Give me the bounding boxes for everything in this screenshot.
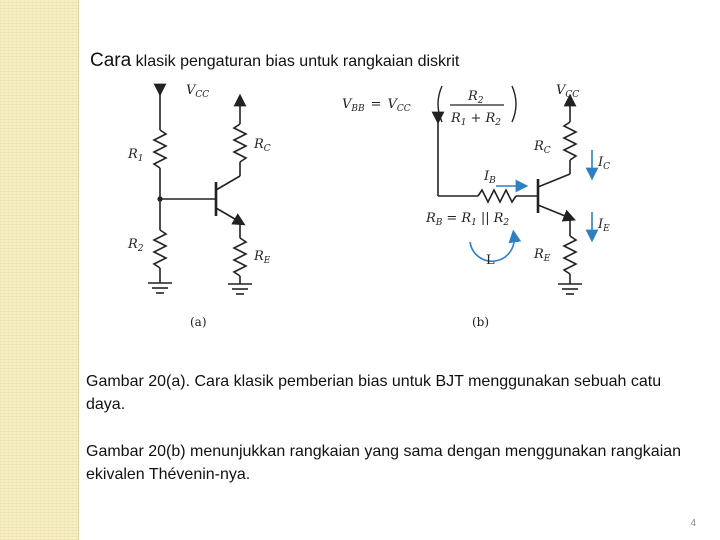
circuit-a (148, 90, 252, 294)
ic-sub: C (603, 162, 611, 172)
rb-r1-label: R (461, 211, 472, 226)
circuit-a-r1-label: R (128, 147, 138, 162)
ib-label: I (484, 169, 490, 184)
svg-text:R1+R2 (450, 111, 501, 128)
fraction-numerator-sub: 2 (477, 96, 484, 106)
caption-figure-20b: Gambar 20(b) menunjukkan rangkaian yang sama dengan menggunakan rangkaian ekivalen Thévenin-nya. (86, 443, 682, 483)
fraction-numerator: R (468, 89, 478, 104)
vbb-sub: BB (351, 104, 365, 114)
fraction-den-r2: R (485, 111, 496, 126)
rb-r2-sub: 2 (503, 218, 510, 228)
svg-text:RE (533, 247, 551, 264)
svg-text:IC (597, 155, 610, 172)
circuit-a-re-sub: E (263, 256, 271, 266)
fraction-den-r1-sub: 1 (460, 118, 467, 128)
vbb-vcc-sub: CC (396, 104, 411, 114)
svg-text:R1 (127, 147, 144, 164)
page-number: 4 (690, 518, 696, 529)
vbb-vcc-label: V (387, 97, 397, 112)
ie-sub: E (603, 224, 610, 234)
circuit-a-r2-label: R (128, 237, 138, 252)
vbb-label: V (342, 97, 352, 112)
svg-text:RE (253, 249, 271, 266)
svg-text:IB (483, 169, 496, 186)
svg-text:RC (533, 139, 551, 156)
circuit-a-vcc-label: V (186, 83, 196, 98)
svg-text:IE (597, 217, 610, 234)
caption-figure-20a: Gambar 20(a). Cara klasik pemberian bias untuk BJT menggunakan sebuah catu daya. (86, 373, 662, 413)
loop-label: L (486, 253, 495, 268)
circuit-a-rc-sub: C (263, 144, 271, 154)
svg-text:RC (253, 137, 271, 154)
circuit-b-re-sub: E (543, 254, 551, 264)
rb-parallel: || (480, 211, 490, 226)
rb-r1-sub: 1 (471, 218, 477, 228)
rb-equals: = (446, 211, 458, 226)
bias-circuit-diagram (120, 78, 611, 338)
rb-label: R (426, 211, 436, 226)
ic-label: I (598, 155, 604, 170)
rb-sub: B (435, 218, 443, 228)
circuit-a-caption-label: (a) (190, 315, 207, 329)
svg-text:RB=R1||R2 (425, 211, 509, 228)
svg-text:VCC (186, 83, 209, 100)
fraction-den-r2-sub: 2 (495, 118, 501, 128)
circuit-a-rc-label: R (254, 137, 264, 152)
circuit-a-r1-sub: 1 (137, 154, 144, 164)
svg-text:VBB=VCC (342, 97, 411, 114)
rb-r2-label: R (493, 211, 504, 226)
circuit-b-vcc-sub: CC (565, 90, 580, 100)
circuit-a-vcc-sub: CC (195, 90, 210, 100)
vbb-equals: = (370, 97, 382, 112)
ie-label: I (598, 217, 604, 232)
svg-text:VCC (556, 83, 579, 100)
slide-title-lead: Cara (90, 50, 132, 71)
circuit-b-annotations (470, 150, 592, 261)
slide-title-rest: klasik pengaturan bias untuk rangkaian diskrit (131, 53, 460, 70)
decorative-side-band (0, 0, 79, 540)
fraction-den-r1: R (451, 111, 461, 126)
circuit-a-r2-sub: 2 (137, 244, 144, 254)
ib-sub: B (489, 176, 496, 186)
circuit-b-vcc-label: V (556, 83, 566, 98)
circuit-b-re-label: R (534, 247, 544, 262)
circuit-b-rc-label: R (534, 139, 544, 154)
slide-title (90, 50, 459, 72)
circuit-a-re-label: R (254, 249, 264, 264)
svg-text:R2 (127, 237, 144, 254)
circuit-b-rc-sub: C (543, 146, 551, 156)
svg-text:R2 (467, 89, 484, 106)
circuit-b-caption-label: (b) (472, 315, 490, 329)
fraction-plus: + (470, 111, 482, 126)
